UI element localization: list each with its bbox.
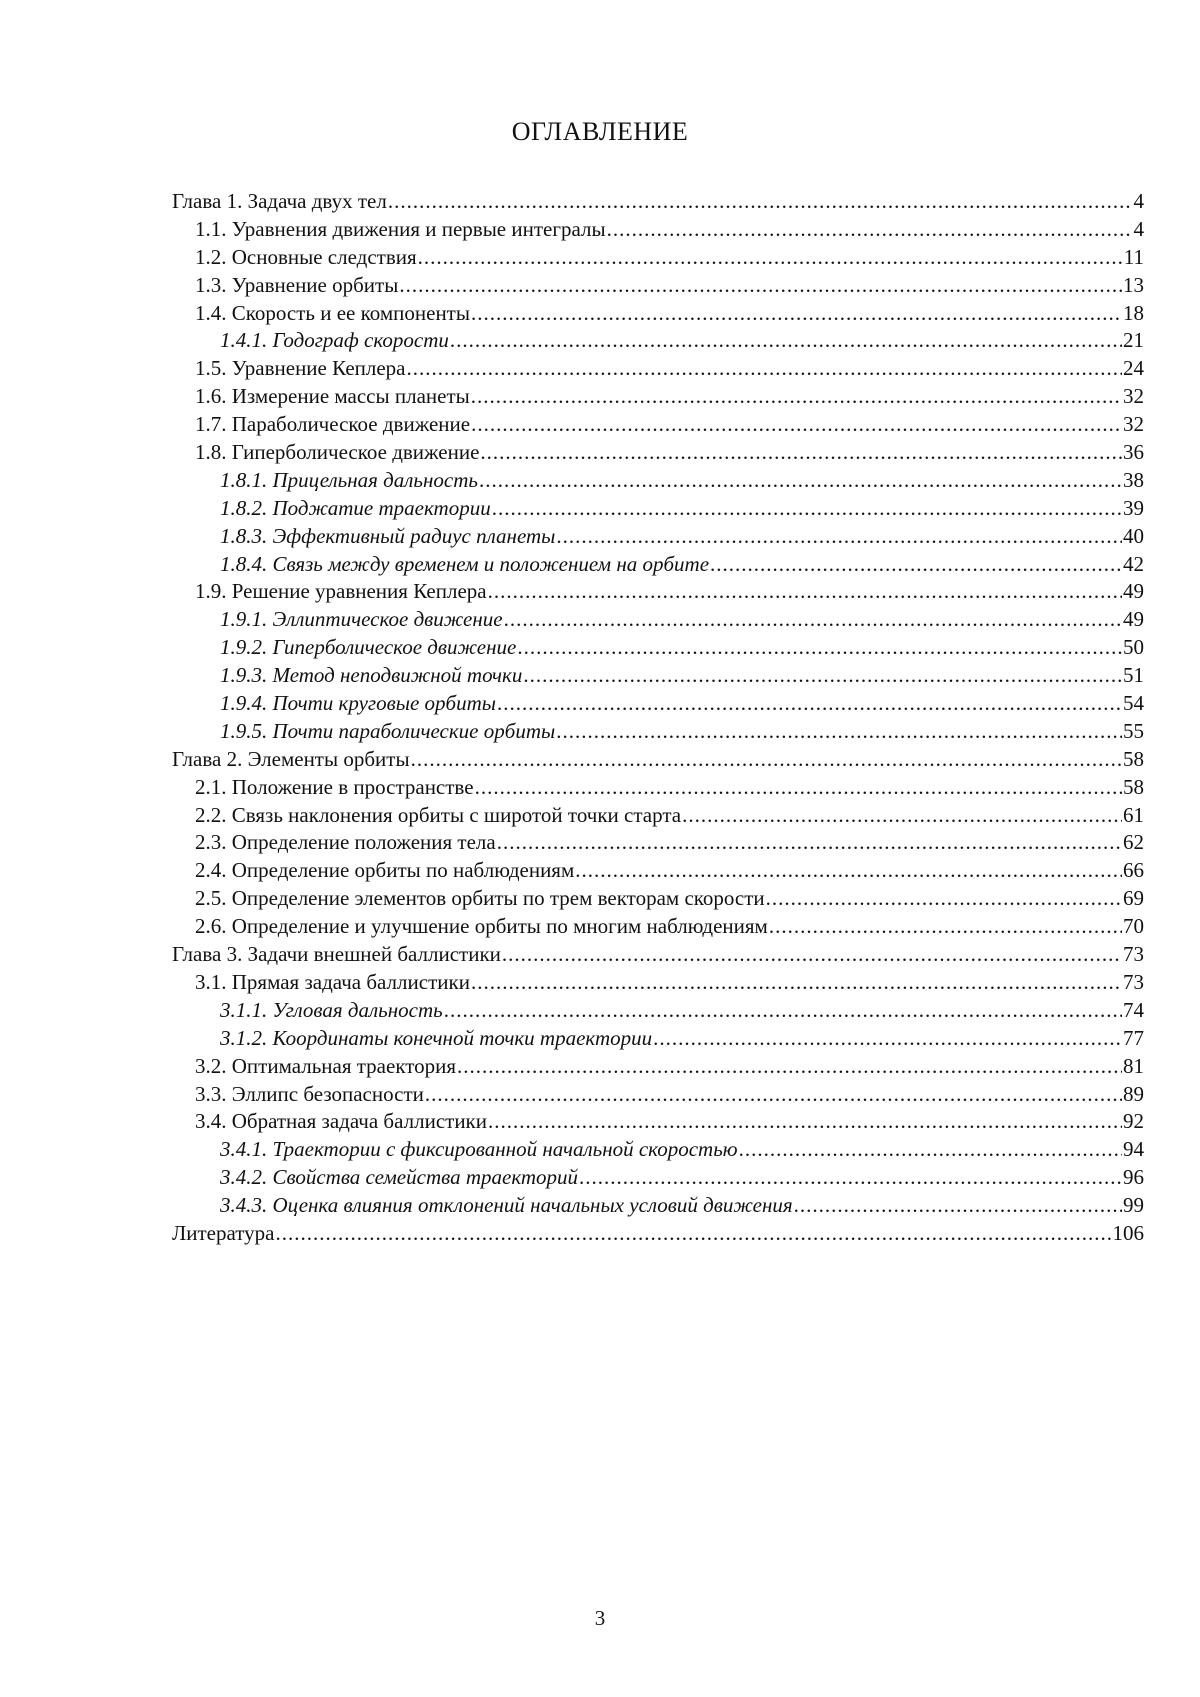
toc-entry-title: 1.8.2. Поджатие траектории: [220, 495, 491, 520]
toc-entry-title: 2.4. Определение орбиты по наблюдениям: [195, 858, 575, 883]
toc-entry-page: 89: [1123, 1081, 1144, 1106]
toc-heading: ОГЛАВЛЕНИЕ: [511, 117, 689, 146]
toc-entry-title: 3.1.2. Координаты конечной точки траектории: [220, 1025, 653, 1050]
toc-entry-title: Глава 1. Задача двух тел: [172, 189, 387, 213]
toc-entry[interactable]: [172, 383, 1144, 411]
toc-entry[interactable]: [172, 606, 1144, 634]
toc-entry[interactable]: [172, 885, 1144, 913]
toc-entry[interactable]: [172, 355, 1144, 383]
toc-entry-page: 74: [1123, 997, 1144, 1022]
toc-entry-title: 1.8. Гиперболическое движение: [195, 440, 480, 465]
toc-entry-title: 3.4.2. Свойства семейства траекторий: [220, 1165, 579, 1190]
dot-leader: [488, 1108, 1122, 1136]
toc-entry-title: 3.1. Прямая задача баллистики: [195, 969, 470, 994]
dot-leader: [457, 1053, 1122, 1081]
toc-entry-title: 2.2. Связь наклонения орбиты с широтой точки старта: [195, 802, 682, 827]
toc-entry-page: 77: [1123, 1025, 1144, 1050]
dot-leader: [471, 300, 1122, 328]
dot-leader: [739, 1136, 1122, 1164]
toc-entry-page: 18: [1123, 300, 1144, 325]
toc-entry-title: 1.7. Параболическое движение: [195, 412, 471, 437]
dot-leader: [480, 439, 1122, 467]
toc-entry[interactable]: [172, 941, 1144, 969]
toc-entry-page: 96: [1123, 1165, 1144, 1190]
dot-leader: [556, 523, 1122, 551]
toc-entry[interactable]: [172, 495, 1144, 523]
toc-entry-page: 62: [1123, 830, 1144, 855]
toc-entry-title: 3.4. Обратная задача баллистики: [195, 1109, 488, 1134]
dot-leader: [607, 216, 1133, 244]
toc-entry-title: 2.3. Определение положения тела: [195, 830, 496, 855]
dot-leader: [766, 885, 1122, 913]
dot-leader: [471, 969, 1122, 997]
dot-leader: [653, 1025, 1122, 1053]
dot-leader: [399, 272, 1122, 300]
toc-entry-page: 51: [1123, 663, 1144, 688]
dot-leader: [407, 355, 1122, 383]
dot-leader: [575, 857, 1122, 885]
toc-entry-page: 40: [1123, 523, 1144, 548]
toc-entry-page: 11: [1123, 244, 1144, 269]
toc-entry-title: 1.9.4. Почти круговые орбиты: [220, 691, 496, 716]
dot-leader: [497, 690, 1122, 718]
toc-entry-title: 1.8.1. Прицельная дальность: [220, 467, 478, 492]
dot-leader: [523, 662, 1122, 690]
toc-entry-page: 55: [1123, 718, 1144, 743]
toc-entry[interactable]: [172, 1136, 1144, 1164]
toc-entry[interactable]: [172, 216, 1144, 244]
dot-leader: [444, 997, 1122, 1025]
toc-entry-title: 3.4.3. Оценка влияния отклонений начальных условий движения: [220, 1193, 793, 1218]
page-number: 3: [594, 1606, 606, 1630]
toc-entry-page: 66: [1123, 858, 1144, 883]
toc-entry-page: 13: [1123, 272, 1144, 297]
toc-entry-title: 2.1. Положение в пространстве: [195, 774, 474, 799]
toc-entry[interactable]: [172, 523, 1144, 551]
toc-entry[interactable]: [172, 327, 1144, 355]
toc-entry-page: 32: [1123, 384, 1144, 409]
toc-entry[interactable]: [172, 1108, 1144, 1136]
toc-entry-title: 1.3. Уравнение орбиты: [195, 272, 399, 297]
dot-leader: [471, 383, 1122, 411]
dot-leader: [492, 495, 1122, 523]
toc-entry-page: 24: [1123, 356, 1144, 381]
toc-entry-title: 1.1. Уравнения движения и первые интегралы: [195, 216, 606, 241]
dot-leader: [769, 913, 1122, 941]
toc-entry-title: 1.8.3. Эффективный радиус планеты: [220, 523, 556, 548]
toc-entry-title: Глава 3. Задачи внешней баллистики: [172, 942, 501, 967]
dot-leader: [450, 327, 1122, 355]
toc-entry-page: 99: [1123, 1193, 1144, 1218]
toc-entry[interactable]: [172, 439, 1144, 467]
toc-entry[interactable]: [172, 662, 1144, 690]
toc-entry-page: 73: [1123, 969, 1144, 994]
toc-entry-page: 39: [1123, 495, 1144, 520]
toc-entry-page: 4: [1133, 216, 1144, 241]
dot-leader: [794, 1192, 1122, 1220]
toc-entry-page: 94: [1123, 1137, 1144, 1162]
toc-entry-title: 1.6. Измерение массы планеты: [195, 384, 470, 409]
toc-entry[interactable]: [172, 1220, 1144, 1248]
toc-entry-title: 1.5. Уравнение Кеплера: [195, 356, 406, 381]
toc-entry-page: 42: [1123, 551, 1144, 576]
toc-entry[interactable]: [172, 774, 1144, 802]
toc-entry[interactable]: [172, 272, 1144, 300]
dot-leader: [418, 244, 1123, 272]
dot-leader: [411, 746, 1122, 774]
toc-entry-title: 1.4. Скорость и ее компоненты: [195, 300, 470, 325]
toc-entry[interactable]: [172, 1164, 1144, 1192]
toc-entry-page: 4: [1133, 189, 1144, 213]
toc-entry-title: 1.9. Решение уравнения Кеплера: [195, 579, 487, 604]
toc-entry-title: 1.9.2. Гиперболическое движение: [220, 635, 517, 660]
dot-leader: [388, 188, 1133, 216]
toc-entry-page: 49: [1123, 607, 1144, 632]
toc-entry-page: 49: [1123, 579, 1144, 604]
toc-entry[interactable]: [172, 411, 1144, 439]
toc-entry-title: 1.2. Основные следствия: [195, 244, 417, 269]
toc-entry[interactable]: [172, 578, 1144, 606]
toc-entry-title: 2.5. Определение элементов орбиты по трем векторам скорости: [195, 886, 765, 911]
toc-entry[interactable]: [172, 829, 1144, 857]
dot-leader: [475, 774, 1122, 802]
toc-entry-page: 106: [1112, 1220, 1144, 1245]
dot-leader: [710, 551, 1122, 579]
toc-entry-page: 69: [1123, 886, 1144, 911]
toc-entry-title: 1.9.5. Почти параболические орбиты: [220, 718, 556, 743]
toc-entry-page: 58: [1123, 746, 1144, 771]
toc-entry-page: 73: [1123, 942, 1144, 967]
toc-entry[interactable]: [172, 690, 1144, 718]
toc-entry[interactable]: [172, 857, 1144, 885]
dot-leader: [504, 606, 1122, 634]
dot-leader: [682, 802, 1122, 830]
toc-entry-title: Литература: [172, 1220, 275, 1245]
dot-leader: [579, 1164, 1122, 1192]
toc-entry-page: 70: [1123, 914, 1144, 939]
table-of-contents: [172, 188, 1144, 1248]
toc-entry[interactable]: [172, 1025, 1144, 1053]
toc-entry-title: Глава 2. Элементы орбиты: [172, 746, 410, 771]
dot-leader: [479, 467, 1122, 495]
toc-entry[interactable]: [172, 634, 1144, 662]
toc-entry-title: 3.1.1. Угловая дальность: [220, 997, 443, 1022]
toc-entry[interactable]: [172, 551, 1144, 579]
dot-leader: [471, 411, 1122, 439]
toc-entry[interactable]: [172, 188, 1144, 216]
toc-entry[interactable]: [172, 300, 1144, 328]
toc-entry-title: 3.3. Эллипс безопасности: [195, 1081, 424, 1106]
toc-entry-title: 1.9.3. Метод неподвижной точки: [220, 663, 523, 688]
dot-leader: [497, 829, 1122, 857]
toc-entry[interactable]: [172, 969, 1144, 997]
toc-entry-page: 21: [1123, 328, 1144, 353]
dot-leader: [275, 1220, 1111, 1248]
toc-entry[interactable]: [172, 1081, 1144, 1109]
toc-entry[interactable]: [172, 997, 1144, 1025]
toc-entry[interactable]: [172, 1053, 1144, 1081]
toc-entry-page: 61: [1123, 802, 1144, 827]
toc-entry[interactable]: [172, 718, 1144, 746]
dot-leader: [517, 634, 1122, 662]
toc-entry-page: 50: [1123, 635, 1144, 660]
toc-entry[interactable]: [172, 746, 1144, 774]
toc-entry-title: 2.6. Определение и улучшение орбиты по многим наблюдениям: [195, 914, 768, 939]
toc-entry-page: 32: [1123, 412, 1144, 437]
toc-entry-title: 1.8.4. Связь между временем и положением на орбите: [220, 551, 710, 576]
dot-leader: [425, 1081, 1122, 1109]
toc-entry-title: 3.2. Оптимальная траектория: [195, 1053, 457, 1078]
toc-entry-page: 58: [1123, 774, 1144, 799]
toc-entry-page: 38: [1123, 467, 1144, 492]
toc-entry[interactable]: [172, 802, 1144, 830]
toc-entry-page: 92: [1123, 1109, 1144, 1134]
toc-entry-title: 1.9.1. Эллиптическое движение: [220, 607, 503, 632]
toc-entry-page: 54: [1123, 691, 1144, 716]
dot-leader: [502, 941, 1122, 969]
dot-leader: [556, 718, 1122, 746]
toc-entry[interactable]: [172, 244, 1144, 272]
toc-entry-title: 1.4.1. Годограф скорости: [220, 328, 449, 353]
toc-entry[interactable]: [172, 467, 1144, 495]
toc-entry[interactable]: [172, 913, 1144, 941]
toc-entry-page: 36: [1123, 440, 1144, 465]
toc-entry[interactable]: [172, 1192, 1144, 1220]
toc-entry-title: 3.4.1. Траектории с фиксированной начальной скоростью: [220, 1137, 738, 1162]
toc-entry-page: 81: [1123, 1053, 1144, 1078]
dot-leader: [488, 578, 1122, 606]
